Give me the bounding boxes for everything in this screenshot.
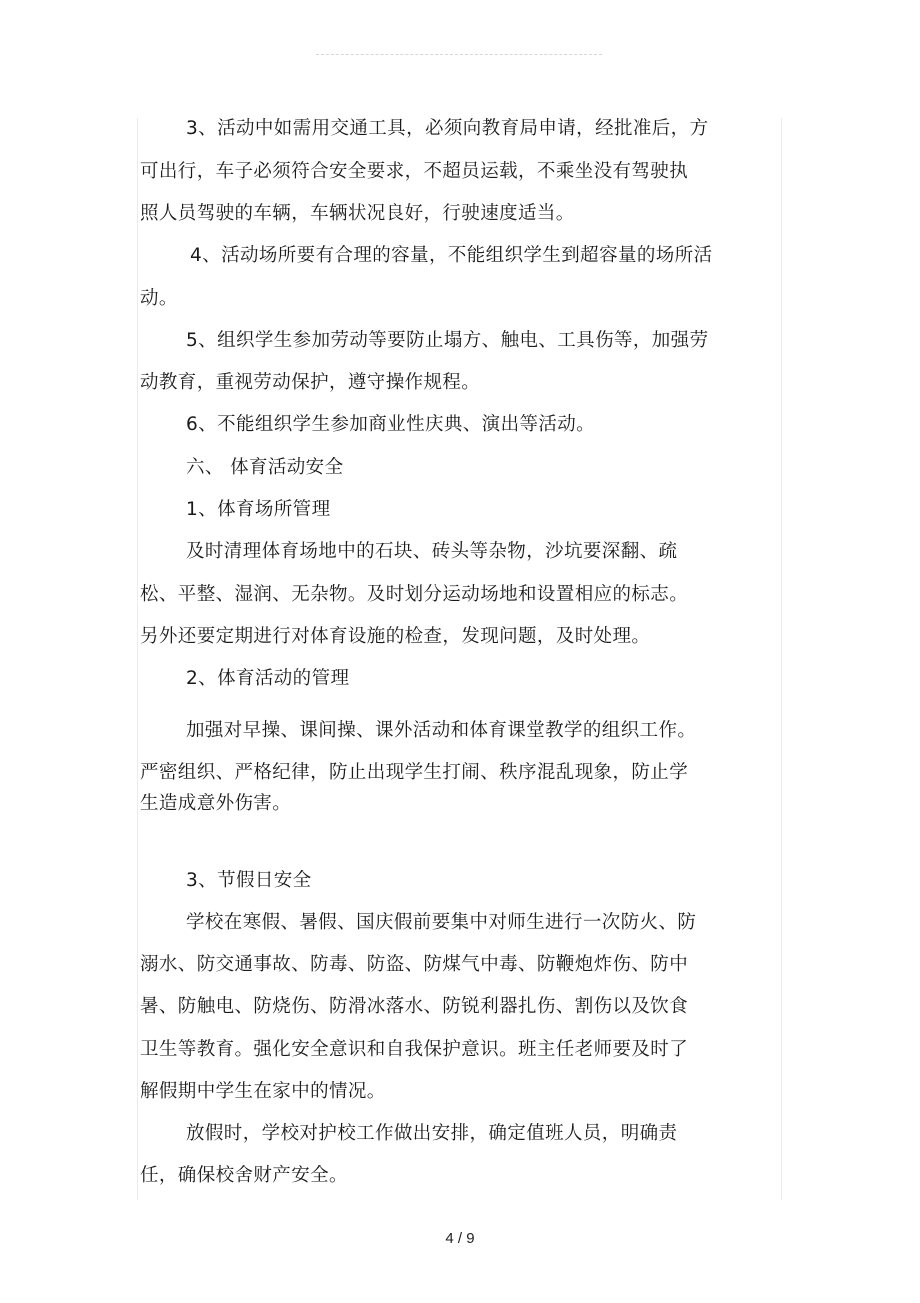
- text-line: 加强对早操、课间操、课外活动和体育课堂教学的组织工作。: [186, 720, 697, 741]
- text-line: 4、活动场所要有合理的容量，不能组织学生到超容量的场所活: [190, 245, 713, 266]
- text-line: 6、不能组织学生参加商业性庆典、演出等活动。: [186, 414, 596, 435]
- text-line: 松、平整、湿润、无杂物。及时划分运动场地和设置相应的标志。: [140, 584, 689, 605]
- subsection-heading: 2、体育活动的管理: [186, 668, 350, 689]
- text-line: 3、活动中如需用交通工具，必须向教育局申请，经批准后，方: [186, 118, 709, 139]
- text-line: 动教育，重视劳动保护，遵守操作规程。: [140, 372, 481, 393]
- text-line: 5、组织学生参加劳动等要防止塌方、触电、工具伤等，加强劳: [186, 330, 709, 351]
- text-line: 可出行，车子必须符合安全要求，不超员运载，不乘坐没有驾驶执: [140, 161, 689, 182]
- text-line: 放假时，学校对护校工作做出安排，确定值班人员，明确责: [186, 1123, 678, 1144]
- text-line: 另外还要定期进行对体育设施的检查，发现问题，及时处理。: [140, 626, 651, 647]
- page-number: 4 / 9: [445, 1230, 475, 1247]
- text-line: 暑、防触电、防烧伤、防滑冰落水、防锐利器扎伤、割伤以及饮食: [140, 996, 689, 1017]
- text-line: 动。: [140, 288, 178, 309]
- text-line: 解假期中学生在家中的情况。: [140, 1081, 386, 1102]
- text-line: 任，确保校舍财产安全。: [140, 1165, 348, 1186]
- text-line: 照人员驾驶的车辆，车辆状况良好，行驶速度适当。: [140, 203, 575, 224]
- text-line: 生造成意外伤害。: [140, 793, 292, 814]
- text-line: 卫生等教育。强化安全意识和自我保护意识。班主任老师要及时了: [140, 1039, 689, 1060]
- subsection-heading: 3、节假日安全: [186, 870, 312, 891]
- text-line: 及时清理体育场地中的石块、砖头等杂物，沙坑要深翻、疏: [186, 541, 678, 562]
- section-heading: 六、 体育活动安全: [186, 457, 344, 478]
- subsection-heading: 1、体育场所管理: [186, 499, 331, 520]
- text-line: 溺水、防交通事故、防毒、防盗、防煤气中毒、防鞭炮炸伤、防中: [140, 954, 689, 975]
- text-line: 严密组织、严格纪律，防止出现学生打闹、秩序混乱现象，防止学: [140, 762, 689, 783]
- text-line: 学校在寒假、暑假、国庆假前要集中对师生进行一次防火、防: [186, 912, 697, 933]
